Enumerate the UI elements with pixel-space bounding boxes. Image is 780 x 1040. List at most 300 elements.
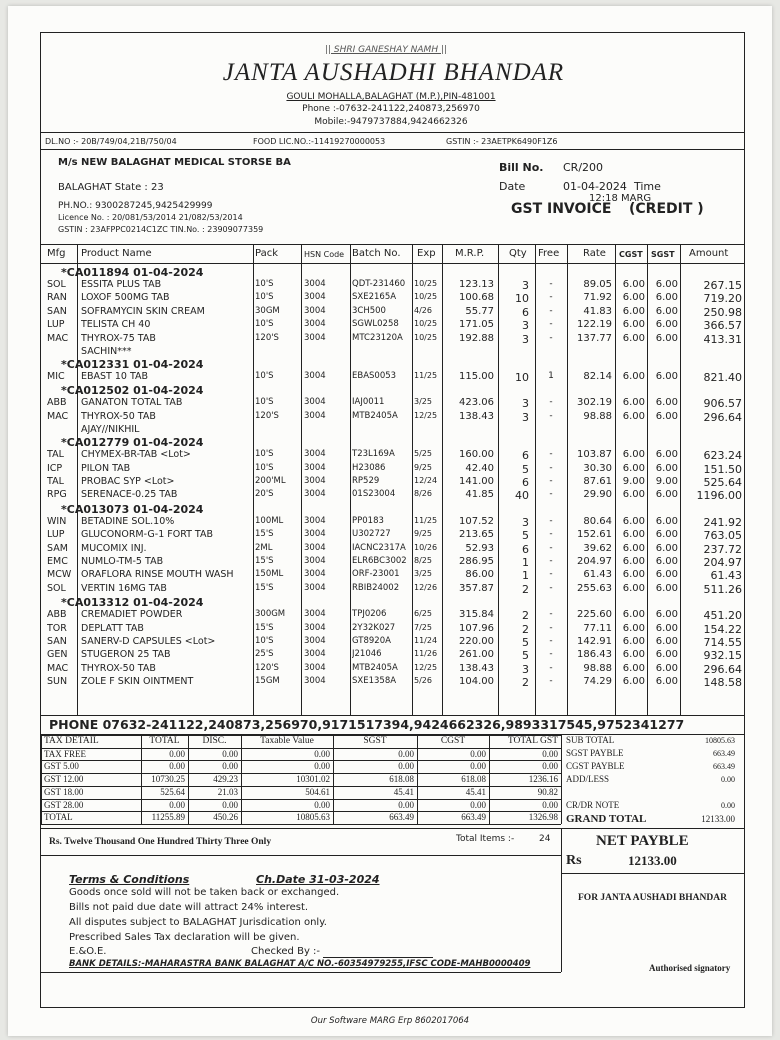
cell-sgst: 6.00 [655,556,678,567]
col-cgst: CGST [619,250,643,259]
cell-hsn: 3004 [304,332,326,343]
cell-pack: 10'S [255,371,274,381]
cell-mfg: EMC [47,556,68,567]
cell-free: - [549,622,553,633]
terms-title: Terms & Conditions [69,873,190,886]
cell-cgst: 6.00 [622,410,645,422]
cell-sgst: 6.00 [655,529,678,541]
tax-cell-total: 0.00 [169,799,185,810]
cell-cgst: 6.00 [622,582,645,594]
col-pack: Pack [255,248,278,259]
cell-pack: 10'S [255,462,274,473]
cell-product: ESSITA PLUS TAB [81,279,162,290]
tax-cell-cgst: 663.49 [461,812,486,823]
cell-batch: QDT-231460 [352,279,406,289]
invocation: || SHRI GANESHAY NAMH || [324,45,448,55]
cell-batch: RBIB24002 [352,582,400,593]
cell-batch: MTB2405A [352,662,398,673]
cell-cgst: 6.00 [622,332,645,344]
cell-product: TELISTA CH 40 [81,319,151,331]
cell-cgst: 6.00 [622,609,645,621]
cell-mrp: 115.00 [459,371,494,382]
cell-product: PROBAC SYP <Lot> [81,476,175,487]
buyer-state: BALAGHAT State : 23 [58,182,164,193]
cell-batch: MTC23120A [352,332,403,343]
cell-batch: RP529 [352,476,380,486]
cell-exp: 3/25 [414,569,432,579]
cell-exp: 3/25 [414,397,432,407]
cell-pack: 200'ML [255,476,286,486]
cell-mfg: SOL [47,279,66,290]
cell-product: CHYMEX-BR-TAB <Lot> [81,449,191,461]
cell-rate: 41.83 [583,305,612,317]
cell-free: - [549,556,553,566]
cell-product: EBAST 10 TAB [81,371,149,382]
cell-pack: 10'S [255,636,274,646]
cell-cgst: 6.00 [622,662,645,674]
cell-free: - [549,636,553,646]
tax-cell-tax-detail: TAX FREE [44,748,87,759]
cell-product: NUMLO-TM-5 TAB [81,556,164,567]
cell-mrp: 160.00 [459,449,494,461]
cell-sgst: 6.00 [655,410,678,422]
cell-cgst: 6.00 [622,529,645,541]
net-payable-value: 12133.00 [628,853,677,868]
cell-mfg: SUN [47,676,68,688]
cell-product: CREMADIET POWDER [81,609,183,621]
cell-cgst: 6.00 [622,319,645,331]
cell-hsn: 3004 [304,397,326,408]
cell-sgst: 6.00 [655,649,678,661]
cell-rate: 98.88 [583,410,612,422]
net-payable-label: NET PAYBLE [596,833,689,849]
col-hsn: HSN Code [304,250,345,259]
bill-no: CR/200 [563,161,604,174]
food-licence: FOOD LIC.NO.:-11419270000053 [253,137,386,146]
total-items-value: 24 [539,834,551,844]
cell-sgst: 6.00 [655,305,678,317]
crdr-note-label: CR/DR NOTE [566,800,620,810]
tax-cell-tax-detail: GST 28.00 [44,799,84,810]
cell-batch: ELR6BC3002 [352,556,407,566]
cell-qty: 6 [522,476,529,489]
cell-mfg: MAC [47,332,69,344]
cell-pack: 30GM [255,305,280,316]
invoice-type: GST INVOICE [511,201,612,217]
cell-qty: 2 [522,622,529,636]
cell-mrp: 104.00 [459,676,494,688]
cell-qty: 3 [522,662,529,676]
tax-cell-total-gst: 0.00 [542,748,558,759]
cell-amount: 61.43 [710,569,742,583]
cell-cgst: 6.00 [622,622,645,634]
cell-rate: 80.64 [583,515,612,527]
cell-mrp: 86.00 [465,569,494,581]
cell-amount: 154.22 [703,622,742,636]
total-items-label: Total Items :- [456,834,515,844]
cell-mfg: SOL [47,582,66,594]
cell-mfg: WIN [47,515,67,527]
cell-free: - [549,609,553,620]
cell-product: VERTIN 16MG TAB [81,582,167,594]
cell-hsn: 3004 [304,319,326,330]
cell-mrp: 41.85 [465,489,494,501]
tax-cell-total: 10730.25 [151,774,185,785]
cell-hsn: 3004 [304,449,326,460]
col-mrp: M.R.P. [455,248,485,259]
cell-qty: 6 [522,449,529,463]
cell-amount: 932.15 [703,649,742,663]
cell-batch: SGWL0258 [352,319,399,330]
cell-qty: 2 [522,582,529,596]
cell-free: - [549,542,553,553]
cell-exp: 10/26 [414,542,438,552]
cell-sgst: 6.00 [655,371,678,382]
cell-mrp: 138.43 [459,410,494,422]
cell-mrp: 192.88 [459,332,494,344]
cell-mfg: RPG [47,489,67,501]
cell-product: PILON TAB [81,462,131,474]
tax-cell-disc: 0.00 [222,799,238,810]
cell-pack: 120'S [255,662,279,673]
cell-cgst: 6.00 [622,569,645,581]
cell-mrp: 286.95 [459,556,494,567]
cell-exp: 11/26 [414,649,438,659]
grand-total-label: GRAND TOTAL [566,813,647,825]
cell-mfg: MAC [47,410,69,422]
cell-amount: 821.40 [703,371,742,384]
cell-batch: SXE2165A [352,292,397,303]
tax-col-taxable-value: Taxable Value [260,736,314,746]
cell-hsn: 3004 [304,582,326,593]
cell-qty: 1 [522,556,529,569]
cell-hsn: 3004 [304,515,326,526]
sgst-payable-value: 663.49 [713,749,735,758]
cell-sgst: 6.00 [655,397,678,409]
cell-mfg: SAN [47,636,67,647]
cell-sgst: 6.00 [655,622,678,634]
cell-cgst: 6.00 [622,515,645,527]
cell-pack: 10'S [255,292,274,303]
bill-time: 12:18 MARG [589,193,652,204]
cell-rate: 77.11 [583,622,612,634]
cell-free: - [549,662,553,673]
tax-cell-total-gst: 1326.98 [528,812,558,823]
cell-mrp: 138.43 [459,662,494,674]
cell-hsn: 3004 [304,476,326,486]
cell-qty: 5 [522,649,529,663]
cell-pack: 10'S [255,319,274,330]
cell-pack: 2ML [255,542,273,553]
cell-mfg: ABB [47,609,67,621]
cell-exp: 7/25 [414,622,432,632]
tax-cell-tax-detail: GST 12.00 [44,774,84,785]
cell-product: GANATON TOTAL TAB [81,397,183,409]
cell-pack: 15'S [255,622,274,633]
cell-amount: 763.05 [703,529,742,543]
cell-free: - [549,529,553,540]
tax-cell-total: 0.00 [169,748,185,759]
terms-line-1: Goods once sold will not be taken back or exchanged. [69,887,340,898]
tax-cell-cgst: 0.00 [470,799,486,810]
cell-qty: 40 [515,489,529,503]
cell-amount: 204.97 [703,556,742,569]
addless-label: ADD/LESS [566,774,610,784]
cell-product: STUGERON 25 TAB [81,649,171,661]
cell-qty: 3 [522,279,529,292]
tax-cell-tax-detail: GST 5.00 [44,761,79,772]
tax-cell-total-gst: 0.00 [542,799,558,810]
cell-pack: 120'S [255,332,279,343]
tax-cell-disc: 0.00 [222,761,238,772]
cell-hsn: 3004 [304,649,326,660]
cell-free: - [549,649,553,660]
col-rate: Rate [583,248,606,259]
cell-exp: 6/25 [414,609,432,619]
cell-amount: 906.57 [703,397,742,411]
cell-qty: 5 [522,636,529,649]
tax-cell-total: 525.64 [160,786,185,797]
cell-batch: GT8920A [352,636,391,646]
eoe: E.&O.E. [69,946,107,957]
cell-hsn: 3004 [304,529,326,540]
cell-hsn: 3004 [304,371,326,381]
cell-cgst: 6.00 [622,371,645,382]
cell-batch: J21046 [352,649,382,660]
cell-product: THYROX-50 TAB [81,410,156,422]
cell-hsn: 3004 [304,676,326,687]
shop-mobile: Mobile:-9479737884,9424662326 [314,117,468,127]
cell-free: - [549,397,553,408]
tax-cell-sgst: 0.00 [398,799,414,810]
cell-exp: 12/25 [414,410,438,420]
cell-exp: 4/26 [414,305,432,315]
cell-mrp: 100.68 [459,292,494,304]
cell-free: - [549,332,553,343]
cell-cgst: 6.00 [622,636,645,647]
tax-cell-cgst: 0.00 [470,748,486,759]
addless-value: 0.00 [721,775,735,784]
cell-rate: 87.61 [583,476,612,487]
cell-product: ORAFLORA RINSE MOUTH WASH [81,569,234,581]
cell-batch: IACNC2317A [352,542,406,553]
cell-qty: 3 [522,332,529,346]
cell-batch: T23L169A [352,449,395,460]
col-sgst: SGST [651,250,675,259]
cell-amount: 413.31 [703,332,742,346]
group-note: SACHIN*** [81,346,132,357]
tax-cell-sgst: 618.08 [389,774,414,785]
cell-mrp: 261.00 [459,649,494,661]
grand-total-value: 12133.00 [701,814,735,824]
cell-pack: 25'S [255,649,274,660]
checked-by: Checked By :- [251,946,321,957]
cell-product: MUCOMIX INJ. [81,542,147,554]
cell-cgst: 6.00 [622,542,645,554]
invoice-group-header: *CA012331 01-04-2024 [61,358,204,371]
cell-pack: 10'S [255,279,274,289]
cell-product: DEPLATT TAB [81,622,144,634]
cell-hsn: 3004 [304,410,326,421]
cell-hsn: 3004 [304,636,326,646]
cell-amount: 237.72 [703,542,742,556]
cell-product: SOFRAMYCIN SKIN CREAM [81,305,205,317]
cell-mfg: GEN [47,649,68,661]
time-label: Time [634,180,661,193]
cell-qty: 6 [522,305,529,319]
tax-col-tax-detail: TAX DETAIL [44,736,99,746]
cell-rate: 255.63 [577,582,612,594]
col-amount: Amount [689,248,729,259]
cell-exp: 12/25 [414,662,438,672]
cell-mfg: MAC [47,662,69,674]
cell-amount: 1196.00 [696,489,742,503]
cell-mfg: SAN [47,305,67,317]
cell-rate: 137.77 [577,332,612,344]
cell-free: - [549,582,553,593]
cell-sgst: 6.00 [655,449,678,461]
cell-cgst: 6.00 [622,305,645,317]
cell-rate: 152.61 [577,529,612,541]
tax-cell-tax-detail: TOTAL [44,812,73,823]
cell-sgst: 6.00 [655,319,678,331]
cell-batch: 3CH500 [352,305,386,316]
tax-cell-sgst: 663.49 [389,812,414,823]
cell-batch: PP0183 [352,515,384,526]
cell-batch: SXE1358A [352,676,397,687]
cell-batch: ORF-23001 [352,569,400,580]
cell-amount: 296.64 [703,662,742,676]
cell-cgst: 6.00 [622,279,645,290]
cell-exp: 8/26 [414,489,432,499]
cell-batch: TPJ0206 [352,609,387,620]
cell-sgst: 6.00 [655,609,678,621]
cell-exp: 10/25 [414,279,438,288]
tax-cell-disc: 21.03 [217,786,238,797]
invoice-group-header: *CA013312 01-04-2024 [61,596,204,610]
cell-rate: 98.88 [583,662,612,674]
cell-exp: 8/25 [414,556,432,565]
cell-free: - [549,676,553,687]
cell-rate: 39.62 [583,542,612,554]
cell-mrp: 423.06 [459,397,494,409]
cell-hsn: 3004 [304,542,326,553]
cell-qty: 5 [522,529,529,543]
tax-cell-sgst: 45.41 [393,786,414,797]
tax-cell-taxable-value: 0.00 [314,799,330,810]
amount-in-words: Rs. Twelve Thousand One Hundred Thirty Three Only [49,837,272,847]
sgst-payable-label: SGST PAYBLE [566,748,624,758]
cell-sgst: 6.00 [655,662,678,674]
cell-qty: 10 [515,371,529,384]
cell-mfg: TAL [47,449,64,461]
cell-hsn: 3004 [304,609,326,620]
cell-rate: 71.92 [583,292,612,304]
cell-hsn: 3004 [304,292,326,303]
cell-sgst: 6.00 [655,569,678,581]
cell-rate: 302.19 [577,397,612,409]
cell-rate: 89.05 [583,279,612,290]
tax-cell-cgst: 45.41 [465,786,486,797]
cell-sgst: 6.00 [655,676,678,688]
cell-mrp: 213.65 [459,529,494,541]
col-product: Product Name [81,248,152,259]
tax-cell-sgst: 0.00 [398,748,414,759]
cell-free: - [549,489,553,500]
cell-mfg: SAM [47,542,68,554]
cell-amount: 296.64 [703,410,742,424]
cell-amount: 719.20 [703,292,742,306]
cell-batch: MTB2405A [352,410,398,421]
cell-free: - [549,319,553,330]
cell-qty: 3 [522,515,529,529]
cell-amount: 714.55 [703,636,742,649]
cell-free: - [549,515,553,526]
cell-free: - [549,476,553,486]
cell-exp: 5/25 [414,449,432,459]
invoice-group-header: *CA011894 01-04-2024 [61,266,204,279]
cell-rate: 225.60 [577,609,612,621]
cell-sgst: 6.00 [655,489,678,501]
tax-cell-disc: 0.00 [222,748,238,759]
cell-product: SERENACE-0.25 TAB [81,489,178,501]
challan-date: Ch.Date 31-03-2024 [256,873,380,886]
cell-rate: 204.97 [577,556,612,567]
cell-product: BETADINE SOL.10% [81,515,175,527]
tax-cell-taxable-value: 10805.63 [296,812,330,823]
cell-exp: 11/25 [414,371,438,380]
cell-mrp: 55.77 [465,305,494,317]
cell-amount: 366.57 [703,319,742,333]
cell-sgst: 9.00 [655,476,678,487]
cell-hsn: 3004 [304,305,326,316]
cell-cgst: 6.00 [622,397,645,409]
cell-mrp: 107.96 [459,622,494,634]
cell-product: GLUCONORM-G-1 FORT TAB [81,529,214,541]
cell-mrp: 42.40 [465,462,494,474]
cell-exp: 5/26 [414,676,432,686]
cell-rate: 74.29 [583,676,612,688]
tax-col-sgst: SGST [363,736,387,746]
cell-rate: 82.14 [583,371,612,382]
group-note: AJAY//NIKHIL [81,424,140,436]
bill-no-label: Bill No. [499,161,544,174]
cell-hsn: 3004 [304,662,326,673]
signature-for: FOR JANTA AUSHADI BHANDAR [578,893,727,903]
cell-product: THYROX-50 TAB [81,662,156,674]
cell-cgst: 6.00 [622,462,645,474]
terms-line-3: All disputes subject to BALAGHAT Jurisdication only. [69,917,327,928]
shop-address: GOULI MOHALLA,BALAGHAT (M.P.),PIN-481001 [286,92,496,102]
cell-rate: 142.91 [577,636,612,647]
cell-amount: 511.26 [703,582,742,596]
tax-cell-tax-detail: GST 18.00 [44,786,84,797]
cell-pack: 150ML [255,569,284,580]
cell-rate: 186.43 [577,649,612,661]
cell-cgst: 6.00 [622,449,645,461]
cell-exp: 11/24 [414,636,438,645]
cell-exp: 11/25 [414,515,438,525]
tax-cell-cgst: 0.00 [470,761,486,772]
cell-qty: 6 [522,542,529,556]
cell-qty: 2 [522,676,529,690]
cell-batch: IAJ0011 [352,397,385,408]
cell-mrp: 220.00 [459,636,494,647]
cell-pack: 300GM [255,609,286,620]
cell-batch: 2Y32K027 [352,622,396,633]
cell-pack: 120'S [255,410,279,421]
cell-pack: 10'S [255,449,274,460]
